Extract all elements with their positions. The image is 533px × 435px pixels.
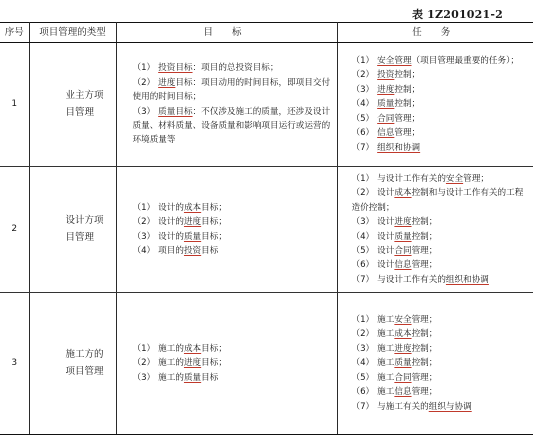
item-text: 目标 xyxy=(201,372,219,383)
task-item xyxy=(352,68,528,82)
management-table xyxy=(0,22,533,435)
item-text: 管理； xyxy=(463,173,489,184)
header-goals: 目 标 xyxy=(116,23,337,43)
item-number: （1） xyxy=(132,202,156,213)
item-text: 与设计工作有关的 xyxy=(377,274,446,285)
table-label: 表 1Z201021-2 xyxy=(411,8,503,21)
task-item xyxy=(352,172,528,186)
row-seq: 1 xyxy=(0,43,29,167)
item-text: 目标； xyxy=(201,343,227,354)
item-text: ：不仅涉及施工的质量，还涉及设计质量、材料质量、设备质量和影响项目运行或运营的环境质量等 xyxy=(132,106,331,146)
task-item xyxy=(352,258,528,272)
task-item xyxy=(352,244,528,258)
item-text: 控制； xyxy=(411,343,438,354)
item-text: 管理； xyxy=(411,372,438,383)
task-item xyxy=(352,141,528,155)
item-number: （2） xyxy=(351,188,375,199)
item-number: （2） xyxy=(351,329,375,340)
goal-item xyxy=(133,230,331,244)
item-text: 设计 xyxy=(377,245,395,256)
item-keyword: 投资 xyxy=(183,245,202,256)
header-seq: 序号 xyxy=(0,23,29,43)
row-tasks xyxy=(337,293,533,435)
item-number: （3） xyxy=(132,372,156,383)
item-number: （1） xyxy=(351,55,375,66)
item-keyword: 组织和协调 xyxy=(445,274,489,285)
item-text: 目标； xyxy=(201,217,227,228)
task-item xyxy=(352,356,528,370)
row-seq: 3 xyxy=(0,293,29,435)
item-number: （6） xyxy=(351,128,375,139)
item-text: 施工的 xyxy=(158,372,184,383)
item-text: 管理； xyxy=(411,387,438,398)
item-keyword: 质量 xyxy=(183,372,202,383)
item-keyword: 安全 xyxy=(394,314,412,325)
task-item xyxy=(352,342,528,356)
item-number: （1） xyxy=(351,173,375,184)
item-number: （4） xyxy=(351,99,375,110)
item-keyword: 质量目标 xyxy=(158,106,193,117)
item-text: 设计的 xyxy=(158,217,184,228)
item-number: （6） xyxy=(351,387,375,398)
item-keyword: 合同 xyxy=(394,372,412,383)
item-text: 施工 xyxy=(377,343,395,354)
item-number: （3） xyxy=(132,231,156,242)
item-text: 设计 xyxy=(377,188,395,199)
goal-item xyxy=(133,61,331,75)
item-text: 控制； xyxy=(411,217,438,228)
item-text: 控制； xyxy=(394,99,421,110)
item-keyword: 进度 xyxy=(183,217,202,228)
item-number: （7） xyxy=(351,142,375,153)
goal-item xyxy=(133,105,331,148)
item-text: 设计 xyxy=(377,231,395,242)
item-text: 设计的 xyxy=(158,202,184,213)
item-keyword: 组织与协调 xyxy=(428,401,472,412)
item-text: 与施工有关的 xyxy=(377,401,429,412)
row-goals xyxy=(116,43,337,167)
goal-item xyxy=(133,342,331,356)
task-item xyxy=(352,313,528,327)
goal-item xyxy=(133,371,331,385)
item-text: 管理； xyxy=(394,128,421,139)
item-number: （1） xyxy=(132,343,156,354)
item-text: 施工的 xyxy=(158,358,184,369)
item-text: 控制； xyxy=(411,231,438,242)
table-body xyxy=(0,43,533,435)
item-text: 施工 xyxy=(377,314,395,325)
row-tasks xyxy=(337,167,533,293)
item-number: （3） xyxy=(351,343,375,354)
item-text: 施工 xyxy=(377,358,395,369)
task-item xyxy=(352,400,528,414)
item-text: 目标 xyxy=(201,245,219,256)
table-row xyxy=(0,43,533,167)
row-type: 施工方的项目管理 xyxy=(29,293,116,435)
item-keyword: 质量 xyxy=(394,231,412,242)
task-item xyxy=(352,273,528,287)
item-text: 控制； xyxy=(394,84,421,95)
item-text: 设计 xyxy=(377,260,395,271)
task-item xyxy=(352,186,528,215)
item-number: （5） xyxy=(351,372,375,383)
item-text: 控制和与设计工作有关的工程造价控制； xyxy=(351,188,524,213)
task-item xyxy=(352,371,528,385)
row-tasks xyxy=(337,43,533,167)
item-text: 项目的 xyxy=(158,245,184,256)
goal-item xyxy=(133,215,331,229)
item-keyword: 进度 xyxy=(183,358,202,369)
item-text: 设计的 xyxy=(158,231,184,242)
item-number: （2） xyxy=(351,70,375,81)
item-keyword: 进度 xyxy=(377,84,395,95)
task-item xyxy=(352,83,528,97)
item-text: 管理； xyxy=(411,260,438,271)
item-text: 控制； xyxy=(411,329,438,340)
item-text: 目标； xyxy=(201,202,227,213)
task-item xyxy=(352,54,528,68)
row-type: 设计方项目管理 xyxy=(29,167,116,293)
task-item xyxy=(352,112,528,126)
item-keyword: 合同 xyxy=(377,113,395,124)
item-text: 施工的 xyxy=(158,343,184,354)
item-number: （5） xyxy=(351,113,375,124)
row-goals xyxy=(116,293,337,435)
item-number: （7） xyxy=(351,401,375,412)
goal-item xyxy=(133,76,331,105)
item-text: 施工 xyxy=(377,372,395,383)
item-number: （7） xyxy=(351,274,375,285)
item-number: （3） xyxy=(351,84,375,95)
item-number: （1） xyxy=(351,314,375,325)
item-text: 目标：项目动用的时间目标，即项目交付使用的时间目标； xyxy=(132,77,331,103)
item-keyword: 信息 xyxy=(377,128,395,139)
task-item xyxy=(352,385,528,399)
item-keyword: 成本 xyxy=(183,343,202,354)
goal-item xyxy=(133,244,331,258)
item-text: ：项目的总投资目标； xyxy=(192,63,279,74)
item-number: （2） xyxy=(132,217,156,228)
row-goals xyxy=(116,167,337,293)
item-text: 控制； xyxy=(411,358,438,369)
row-seq: 2 xyxy=(0,167,29,293)
header-tasks: 任 务 xyxy=(337,23,533,43)
item-text: 与设计工作有关的 xyxy=(377,173,446,184)
item-number: （4） xyxy=(351,358,375,369)
item-text: 施工 xyxy=(377,387,395,398)
item-text: 目标； xyxy=(201,231,227,242)
item-keyword: 信息 xyxy=(394,260,412,271)
goal-item xyxy=(133,356,331,370)
item-keyword: 进度 xyxy=(394,343,412,354)
item-number: （6） xyxy=(351,260,375,271)
row-type: 业主方项目管理 xyxy=(29,43,116,167)
item-keyword: 投资 xyxy=(377,70,395,81)
item-number: （3） xyxy=(132,106,156,117)
header-type: 项目管理的类型 xyxy=(29,23,116,43)
item-keyword: 合同 xyxy=(394,245,412,256)
header-row xyxy=(0,23,533,43)
goal-item xyxy=(133,201,331,215)
item-text: 控制； xyxy=(394,70,421,81)
item-number: （4） xyxy=(132,245,156,256)
item-text: 管理； xyxy=(411,314,438,325)
item-text: 设计 xyxy=(377,217,395,228)
item-number: （5） xyxy=(351,245,375,256)
item-number: （1） xyxy=(132,63,156,74)
task-item xyxy=(352,126,528,140)
item-number: （4） xyxy=(351,231,375,242)
table-row xyxy=(0,167,533,293)
item-text: （项目管理最重要的任务）； xyxy=(411,55,519,66)
item-keyword: 信息 xyxy=(394,387,412,398)
item-number: （3） xyxy=(351,217,375,228)
item-keyword: 投资目标 xyxy=(158,63,193,74)
item-keyword: 质量 xyxy=(377,99,395,110)
item-keyword: 进度 xyxy=(158,77,176,88)
item-keyword: 成本 xyxy=(183,202,202,213)
item-text: 施工 xyxy=(377,329,395,340)
item-keyword: 进度 xyxy=(394,217,412,228)
item-number: （2） xyxy=(132,77,156,88)
item-keyword: 安全 xyxy=(445,173,464,184)
item-text: 管理； xyxy=(394,113,421,124)
item-text: 目标； xyxy=(201,358,227,369)
item-keyword: 质量 xyxy=(394,358,412,369)
item-keyword: 质量 xyxy=(183,231,202,242)
table-row xyxy=(0,293,533,435)
task-item xyxy=(352,230,528,244)
item-keyword: 安全管理 xyxy=(377,55,412,66)
item-text: 管理； xyxy=(411,245,438,256)
item-keyword: 成本 xyxy=(394,188,412,199)
task-item xyxy=(352,327,528,341)
item-number: （2） xyxy=(132,358,156,369)
item-keyword: 成本 xyxy=(394,329,412,340)
task-item xyxy=(352,215,528,229)
item-keyword: 组织和协调 xyxy=(377,142,421,153)
task-item xyxy=(352,97,528,111)
